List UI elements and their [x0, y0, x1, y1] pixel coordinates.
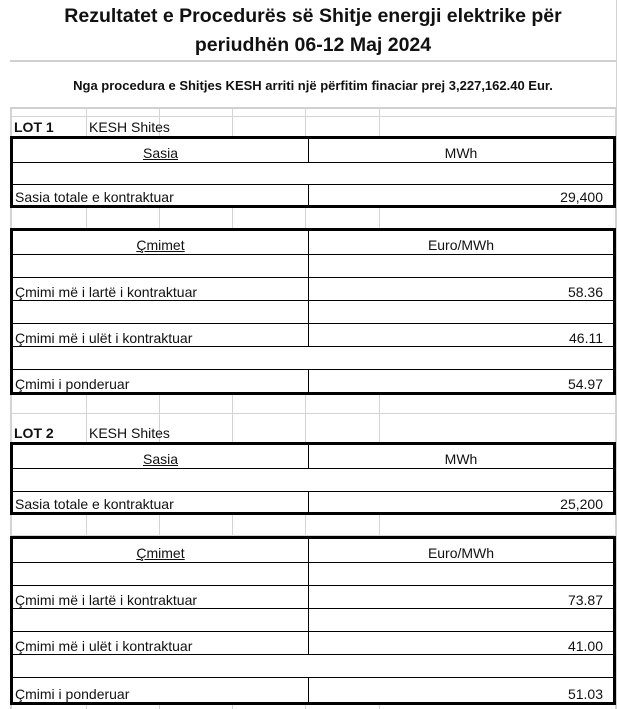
price-row-label: Çmimi i ponderuar [15, 686, 130, 702]
page-title [10, 0, 616, 62]
price-row-label: Çmimi i ponderuar [15, 376, 130, 392]
lot-2-label: LOT 2 [14, 425, 54, 441]
table-row [13, 369, 613, 393]
page-subtitle: Nga procedura e Shitjes KESH arriti një përfitim finaciar prej 3,227,162.40 Eur. [10, 62, 616, 109]
prices-header-label: Çmimet [136, 545, 185, 561]
quantity-row-label: Sasia totale e kontraktuar [15, 496, 174, 512]
lot-2-prices-table [10, 536, 616, 705]
price-row-label: Çmimi më i ulët i kontraktuar [15, 638, 193, 654]
price-row-value: 41.00 [567, 638, 603, 654]
table-header-row [13, 139, 613, 162]
table-row [13, 585, 613, 609]
quantity-header-label: Sasia [142, 145, 179, 161]
quantity-header-label: Sasia [142, 451, 179, 467]
lot-2-name: KESH Shites [89, 425, 170, 441]
price-row-value: 73.87 [567, 592, 603, 608]
blank-row [13, 654, 613, 678]
table-row [13, 323, 613, 347]
blank-row [13, 346, 613, 370]
blank-row [13, 608, 613, 632]
prices-header-unit: Euro/MWh [427, 237, 495, 253]
lot-1-prices-table [10, 228, 616, 395]
lot-1-name: KESH Shites [89, 119, 170, 135]
price-row-label: Çmimi më i lartë i kontraktuar [15, 284, 198, 300]
table-header-row [13, 231, 613, 254]
prices-header-unit: Euro/MWh [427, 545, 495, 561]
quantity-row-label: Sasia totale e kontraktuar [15, 189, 174, 205]
table-header-row [13, 445, 613, 468]
lot-1-quantity-table [10, 136, 616, 208]
blank-row [13, 254, 613, 278]
table-header-row [13, 539, 613, 562]
quantity-row-value: 25,200 [560, 496, 603, 512]
table-row [13, 631, 613, 655]
quantity-header-unit: MWh [444, 451, 478, 467]
price-row-value: 51.03 [567, 686, 603, 702]
quantity-header-unit: MWh [444, 145, 478, 161]
lot-1-label: LOT 1 [14, 119, 54, 135]
blank-row [13, 468, 613, 492]
table-row [13, 184, 613, 206]
grid-line [10, 413, 616, 414]
prices-header-label: Çmimet [136, 237, 185, 253]
table-row [13, 491, 613, 513]
table-row [13, 277, 613, 301]
price-row-label: Çmimi më i lartë i kontraktuar [15, 592, 198, 608]
table-row [13, 677, 613, 703]
price-row-label: Çmimi më i ulët i kontraktuar [15, 330, 193, 346]
price-row-value: 46.11 [569, 330, 603, 346]
price-row-value: 58.36 [567, 284, 603, 300]
quantity-row-value: 29,400 [560, 189, 603, 205]
title-line-2: periudhën 06-12 Maj 2024 [194, 34, 432, 56]
price-row-value: 54.97 [567, 376, 603, 392]
blank-row [13, 162, 613, 185]
blank-row [13, 300, 613, 324]
title-line-1: Rezultatet e Procedurës së Shitje energji elektrike për [64, 5, 562, 27]
lot-2-quantity-table [10, 442, 616, 515]
blank-row [13, 562, 613, 586]
